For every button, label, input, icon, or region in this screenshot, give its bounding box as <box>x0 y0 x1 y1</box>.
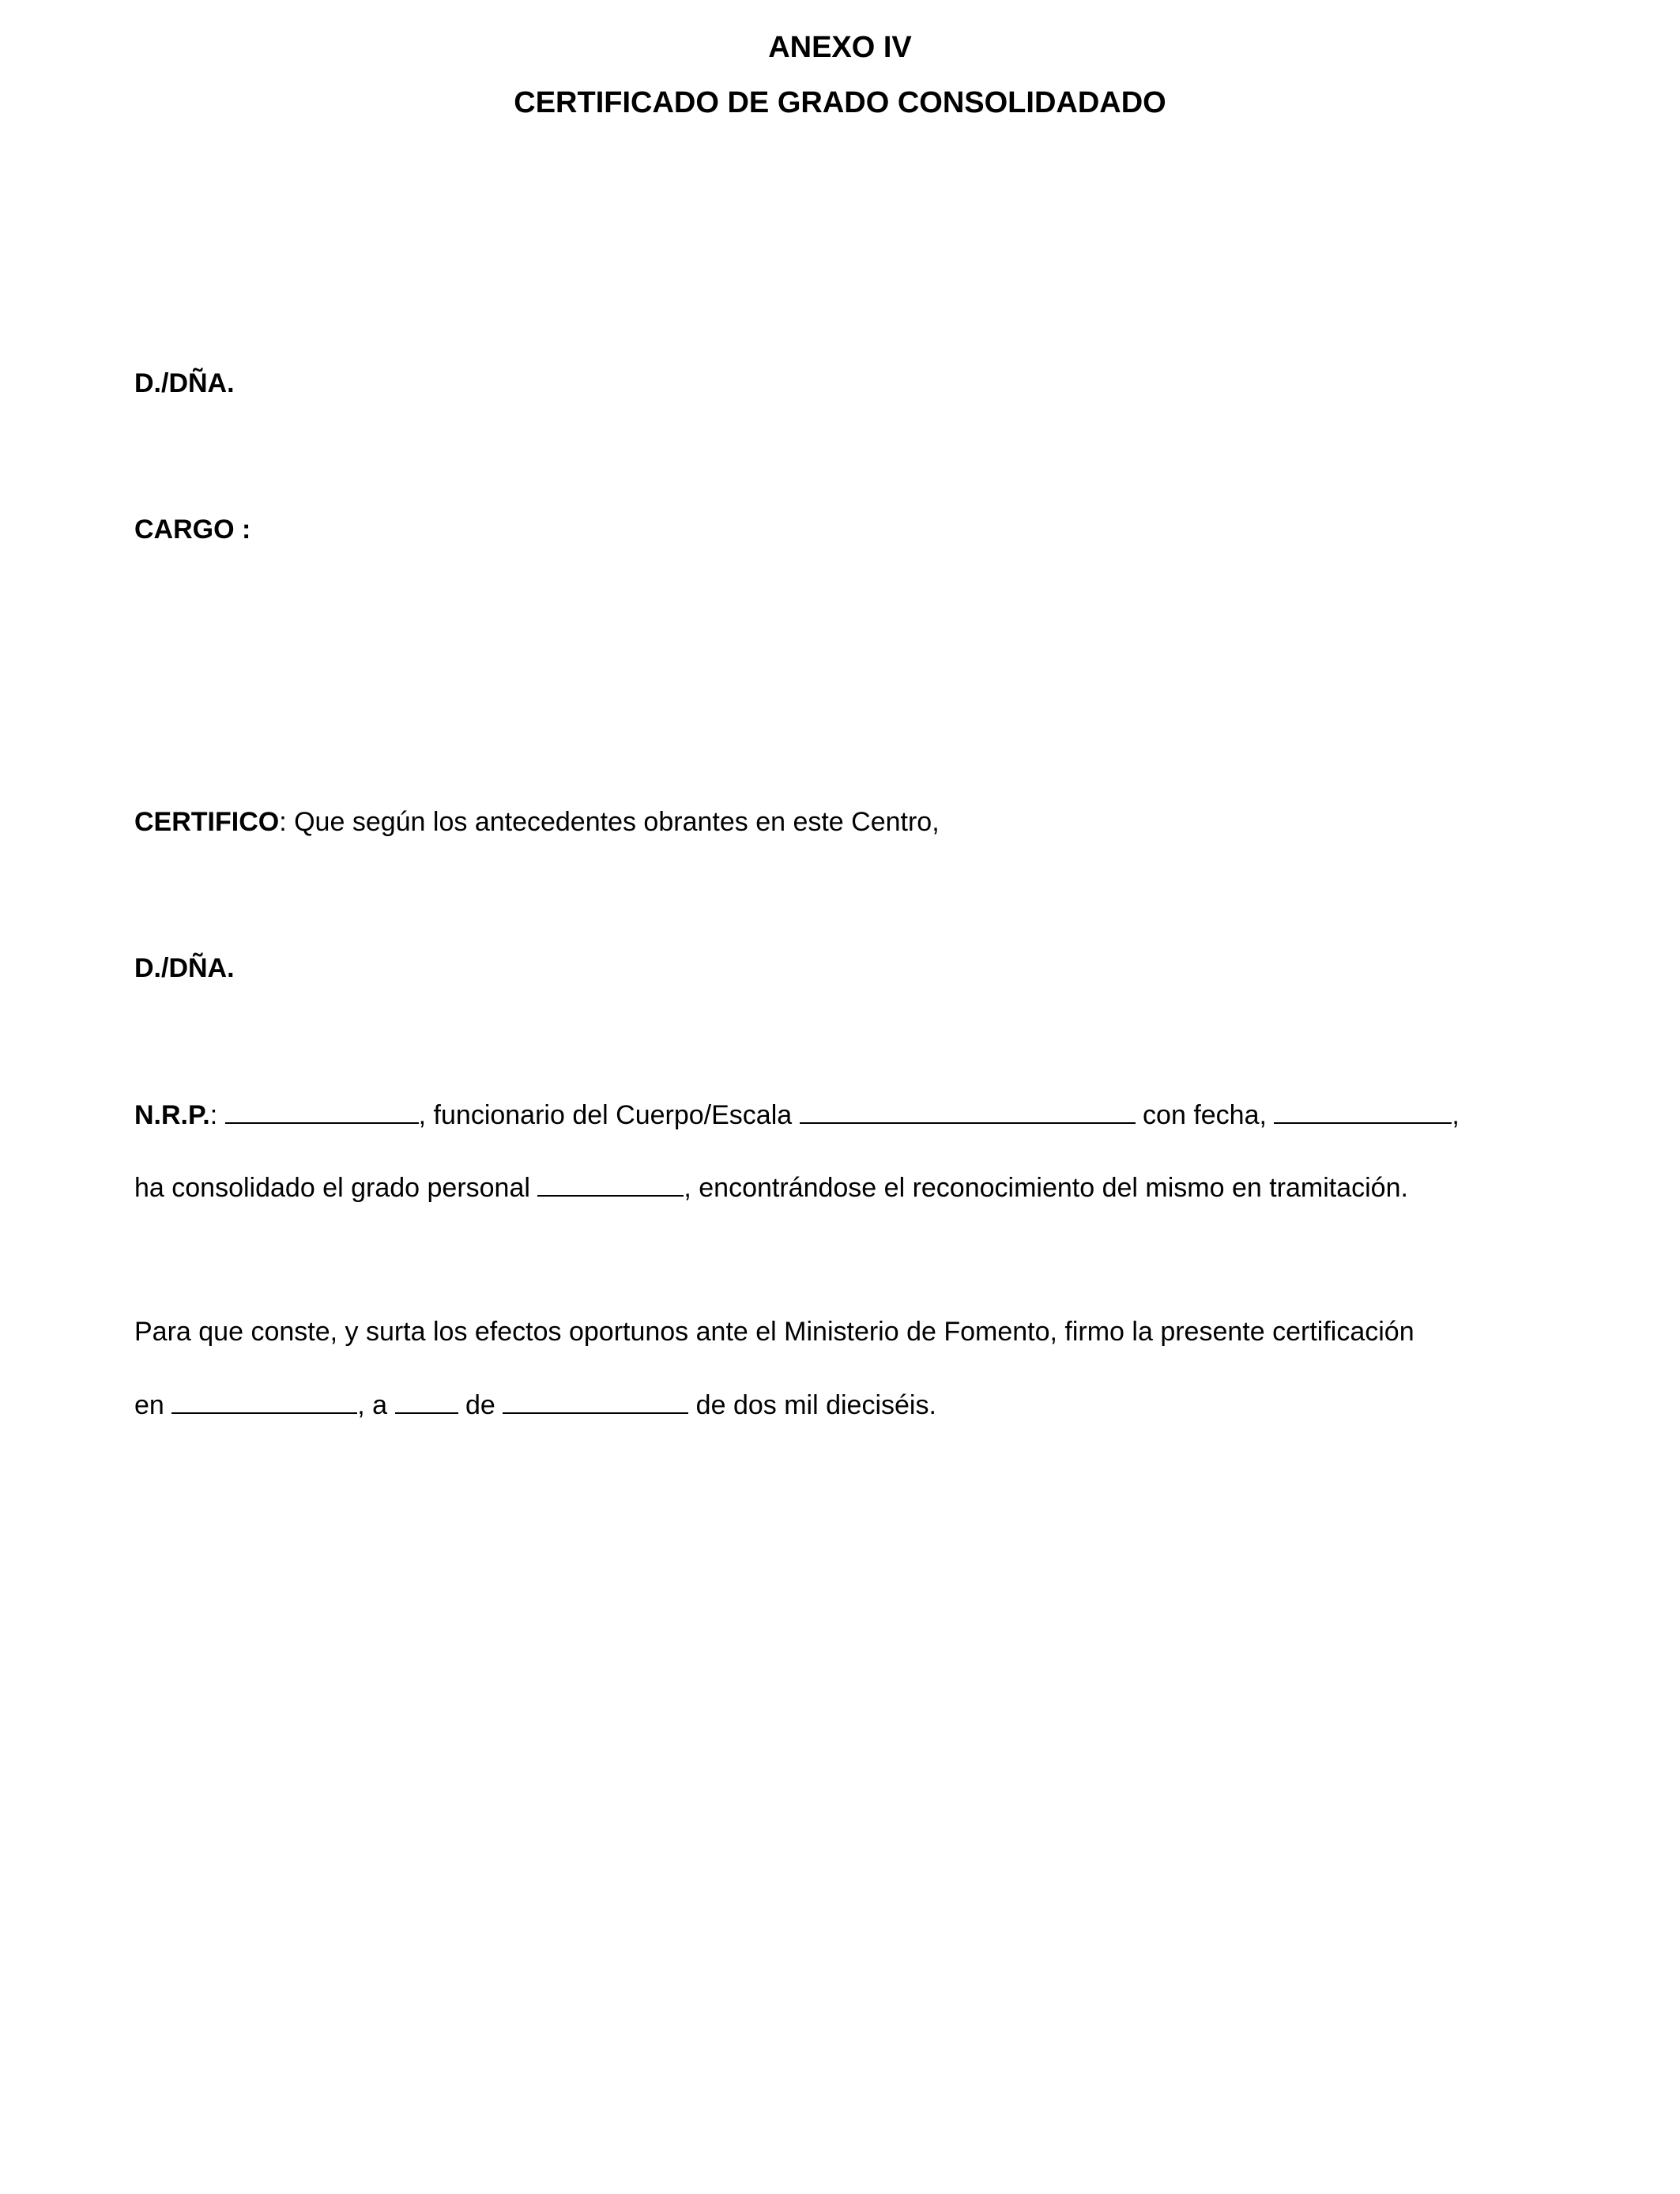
nrp-colon: : <box>209 1100 225 1130</box>
fecha-blank[interactable] <box>1274 1099 1452 1124</box>
annex-heading: ANEXO IV <box>768 31 912 64</box>
closing-a: , a <box>357 1390 395 1420</box>
certify-text: : Que según los antecedentes obrantes en este Centro, <box>279 807 940 837</box>
nrp-text-2: con fecha, <box>1135 1100 1275 1130</box>
grade-text-2: , encontrándose el reconocimiento del mismo en tramitación. <box>684 1173 1408 1203</box>
document-title: CERTIFICADO DE GRADO CONSOLIDADADO <box>514 86 1166 119</box>
nrp-text-1: , funcionario del Cuerpo/Escala <box>418 1100 800 1130</box>
cuerpo-escala-blank[interactable] <box>800 1099 1136 1124</box>
certify-label: CERTIFICO <box>134 807 280 837</box>
certify-paragraph <box>134 806 940 838</box>
closing-line-1: Para que conste, y surta los efectos oportunos ante el Ministerio de Fomento, firmo la presente certificación <box>134 1317 1414 1347</box>
grado-blank[interactable] <box>537 1171 684 1197</box>
nrp-line <box>134 1099 1460 1131</box>
cargo-label: CARGO : <box>134 515 251 545</box>
mes-blank[interactable] <box>503 1389 688 1414</box>
closing-line-2 <box>134 1389 936 1421</box>
grade-text-1: ha consolidado el grado personal <box>134 1173 538 1203</box>
closing-de: de <box>458 1390 503 1420</box>
nrp-blank[interactable] <box>225 1099 419 1124</box>
subject-name-label: D./DÑA. <box>134 953 235 983</box>
name-label: D./DÑA. <box>134 368 235 398</box>
lugar-blank[interactable] <box>171 1389 357 1414</box>
grade-line <box>134 1171 1408 1204</box>
nrp-text-3: , <box>1452 1100 1460 1130</box>
dia-blank[interactable] <box>395 1389 458 1414</box>
closing-en: en <box>134 1390 172 1420</box>
closing-end: de dos mil dieciséis. <box>688 1390 936 1420</box>
nrp-label: N.R.P. <box>134 1100 210 1130</box>
